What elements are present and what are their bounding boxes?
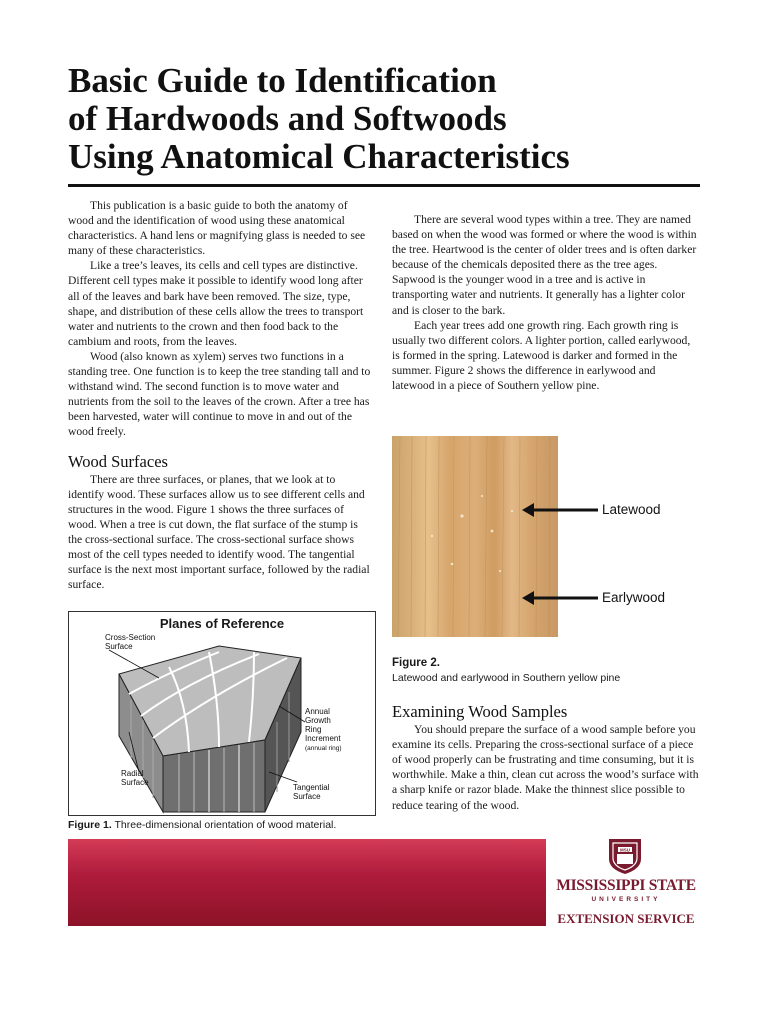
figure-1-caption-text: Three-dimensional orientation of wood material. [114, 819, 337, 831]
growth-ring-paragraph: Each year trees add one growth ring. Each growth ring is usually two different colors. A lighter portion, called earlywood, is formed in the spring. Latewood is darker and formed in the summer. Figure 2 shows the difference in earlywood and latewood in a piece of Southern yellow pine. [392, 318, 691, 393]
label-radial-2: Surface [121, 778, 149, 787]
figure-2-number: Figure 2. [392, 657, 440, 669]
xylem-paragraph: Wood (also known as xylem) serves two functions in a standing tree. One function is to keep the tree standing tall and to withstand wind. The second function is to move water and nutrients from the soil to the leaves of the crown. After a tree has been harvested, water will continue to move in and out of the wood freely. [68, 349, 371, 439]
figure-2-caption-text: Latewood and earlywood in Southern yellow pine [392, 672, 621, 684]
intro-paragraph: This publication is a basic guide to both the anatomy of wood and the identification of wood using these anatomical characteristics. A hand lens or magnifying glass is needed to see many of these characteristics. [68, 199, 366, 258]
title-line-3: Using Anatomical Characteristics [68, 137, 570, 176]
examining-heading: Examining Wood Samples [392, 702, 568, 721]
msu-name: MISSISSIPPI STATE [556, 877, 696, 894]
label-cross-section-2: Surface [105, 642, 133, 651]
label-tangential-2: Surface [293, 792, 321, 801]
earlywood-label: Earlywood [602, 590, 666, 605]
examining-paragraph: You should prepare the surface of a wood sample before you examine its cells. Preparing the cross-sectional surface of a piece of wood properly can be frustrating and time consuming, but it is worthwhile. Make a thin, clean cut across the wood’s surface with a sharp knife or razor blade. Make the thinnest slice possible to reduce tearing of the wood. [392, 723, 699, 812]
document-title [68, 62, 708, 176]
msu-university: UNIVERSITY [591, 896, 661, 903]
label-annual-5: (annual ring) [305, 745, 342, 752]
left-column [68, 198, 372, 592]
figure-1-caption [68, 819, 378, 831]
label-tangential-1: Tangential [293, 783, 330, 792]
figure-2-arrows [520, 500, 600, 610]
msu-extension-logo [552, 837, 700, 932]
latewood-label: Latewood [602, 502, 661, 517]
wood-types-paragraph: There are several wood types within a tree. They are named based on when the wood was formed or where the wood is within the tree. Heartwood is the center of older trees and is often darker because of the chemicals deposited there as the tree ages. Sapwood is the younger wood in a tree and is active in transporting water and nutrients. It generally has a lighter color and is closer to the bark. [392, 213, 697, 317]
figure-1-title: Planes of Reference [159, 616, 285, 631]
cells-paragraph: Like a tree’s leaves, its cells and cell types are distinctive. Different cell types make it possible to identify wood long after all of the leaves and bark have been removed. The size, type, shape, and distribution of these cells allow the trees to transport water and nutrients to the crown and then food back to the cambium and roots, from the leaves. [68, 259, 364, 348]
label-annual-1: Annual [305, 707, 330, 716]
extension-service: EXTENSION SERVICE [557, 911, 695, 926]
figure-1-planes-of-reference [68, 611, 376, 816]
figure-2-caption [392, 656, 702, 686]
wood-surfaces-heading: Wood Surfaces [68, 451, 168, 471]
label-annual-3: Ring [305, 725, 322, 734]
title-rule [68, 184, 700, 187]
msu-shield-icon [605, 837, 645, 875]
footer-maroon-band [68, 839, 546, 926]
title-line-1: Basic Guide to Identification [68, 61, 497, 100]
right-column [392, 212, 700, 393]
shield-text: MSU [620, 847, 630, 853]
label-radial-1: Radial [121, 769, 144, 778]
label-annual-4: Increment [305, 734, 341, 743]
surfaces-paragraph: There are three surfaces, or planes, that we look at to identify wood. These surfaces allow us to see different cells and structures in the wood. Figure 1 shows the three surfaces of wood. When a tree is cut down, the flat surface of the stump is the cross-sectional surface. The cross-sectional surface shows most of the cell types needed to identify wood. The tangential surface is the next most important surface, followed by the radial surface. [68, 472, 370, 592]
title-line-2: of Hardwoods and Softwoods [68, 99, 507, 138]
label-cross-section: Cross-Section [105, 633, 156, 642]
figure-1-number: Figure 1. [68, 819, 112, 831]
examining-section [392, 704, 700, 813]
label-annual-2: Growth [305, 716, 331, 725]
wood-block-illustration [69, 612, 375, 815]
